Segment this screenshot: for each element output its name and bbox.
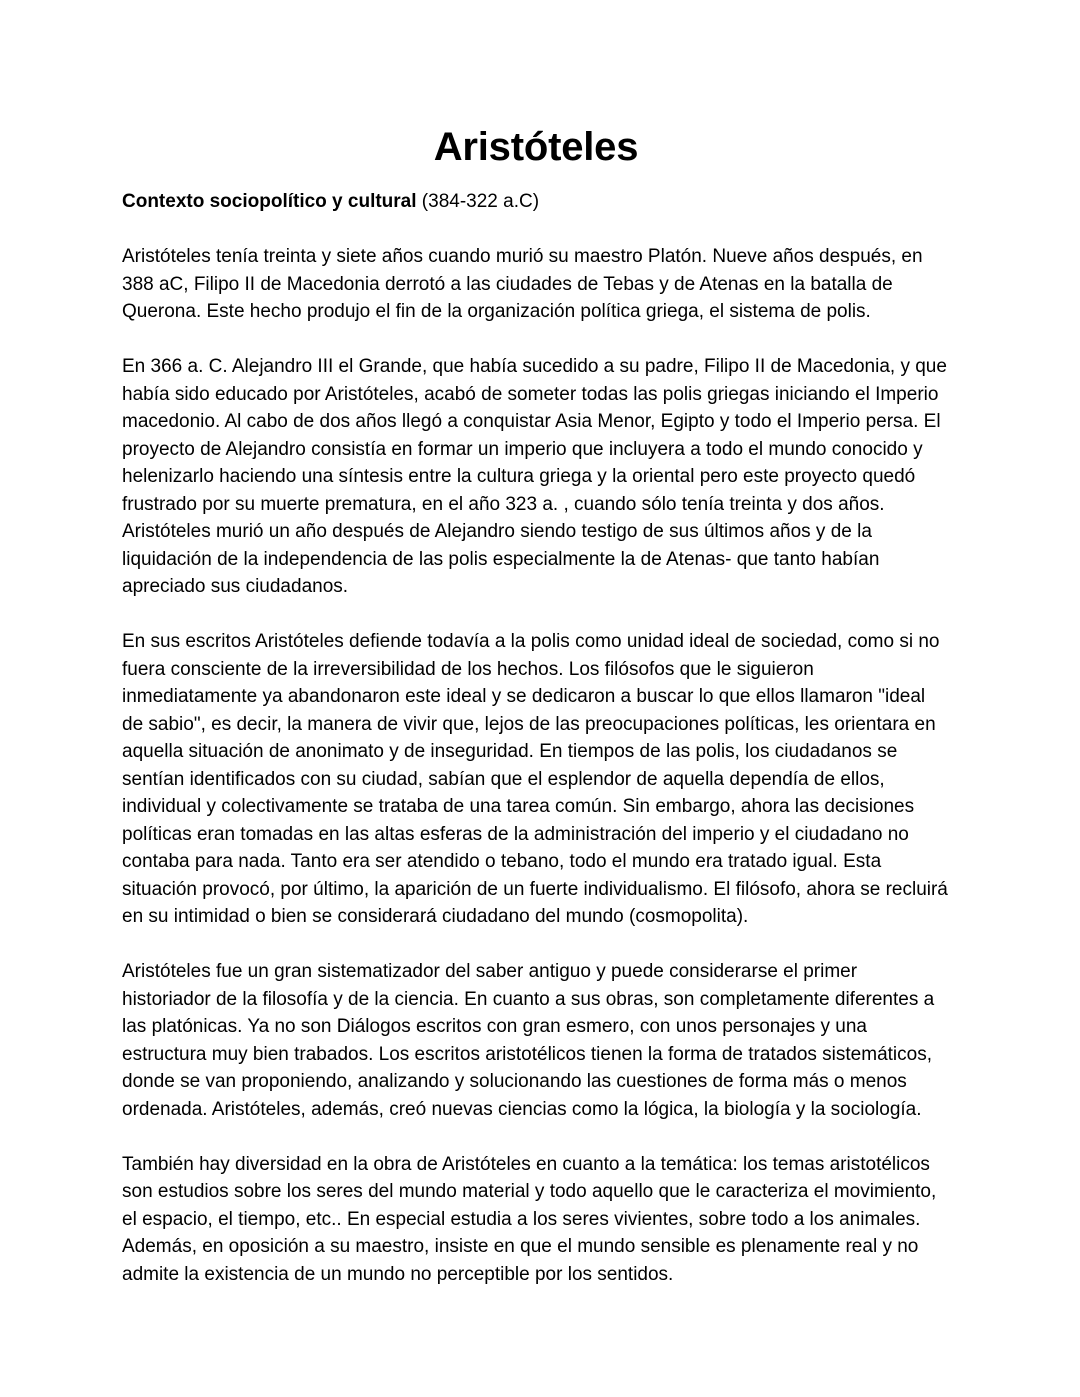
body-paragraph: Aristóteles tenía treinta y siete años cuando murió su maestro Platón. Nueve años después, en 388 aC, Filipo II de Macedonia derrotó a las ciudades de Tebas y de Atenas en la batalla de Querona. Este hecho produjo el fin de la organización política griega, el sistema de polis. [122,246,923,322]
page-title: Aristóteles [433,125,639,169]
body-paragraph: También hay diversidad en la obra de Aristóteles en cuanto a la temática: los temas aristotélicos son estudios sobre los seres del mundo material y todo aquello que le caracteriza el movimiento, el espacio, el tiempo, etc.. En especial estudia a los seres vivientes, sobre todo a los animales. Además, en oposición a su maestro, insiste en que el mundo sensible es plenamente real y no admite la existencia de un mundo no perceptible por los sentidos. [122,1153,937,1285]
section-subtitle-dates: (384-322 a.C) [416,191,540,212]
section-subtitle-heading: Contexto sociopolítico y cultural [122,191,417,212]
body-paragraph: En 366 a. C. Alejandro III el Grande, que había sucedido a su padre, Filipo II de Macedonia, y que había sido educado por Aristóteles, acabó de someter todas las polis griegas iniciando el Imperio macedonio. Al cabo de dos años llegó a conquistar Asia Menor, Egipto y todo el Imperio persa. El proyecto de Alejandro consistía en formar un imperio que incluyera a todo el mundo conocido y helenizarlo haciendo una síntesis entre la cultura griega y la oriental pero este proyecto quedó frustrado por su muerte prematura, en el año 323 a. , cuando sólo tenía treinta y dos años. Aristóteles murió un año después de Alejandro siendo testigo de sus últimos años y de la liquidación de la independencia de las polis especialmente la de Atenas- que tanto habían apreciado sus ciudadanos. [122,356,947,597]
body-paragraph: Aristóteles fue un gran sistematizador del saber antiguo y puede considerarse el primer historiador de la filosofía y de la ciencia. En cuanto a sus obras, son completamente diferentes a las platónicas. Ya no son Diálogos escritos con gran esmero, con unos personajes y una estructura muy bien trabados. Los escritos aristotélicos tienen la forma de tratados sistemáticos, donde se van proponiendo, analizando y solucionando las cuestiones de forma más o menos ordenada. Aristóteles, además, creó nuevas ciencias como la lógica, la biología y la sociología. [122,961,935,1120]
body-paragraph: En sus escritos Aristóteles defiende todavía a la polis como unidad ideal de sociedad, como si no fuera consciente de la irreversibilidad de los hechos. Los filósofos que le siguieron inmediatamente ya abandonaron este ideal y se dedicaron a buscar lo que ellos llamaron "ideal de sabio", es decir, la manera de vivir que, lejos de las preocupaciones políticas, les orientara en aquella situación de anonimato y de inseguridad. En tiempos de las polis, los ciudadanos se sentían identificados con su ciudad, sabían que el esplendor de aquella dependía de ellos, individual y colectivamente se trataba de una tarea común. Sin embargo, ahora las decisiones políticas eran tomadas en las altas esferas de la administración del imperio y el ciudadano no contaba para nada. Tanto era ser atendido o tebano, todo el mundo era tratado igual. Esta situación provocó, por último, la aparición de un fuerte individualismo. El filósofo, ahora se recluirá en su intimidad o bien se considerará ciudadano del mundo (cosmopolita). [122,631,948,927]
section-subtitle [122,188,950,216]
document-content [122,0,950,1288]
